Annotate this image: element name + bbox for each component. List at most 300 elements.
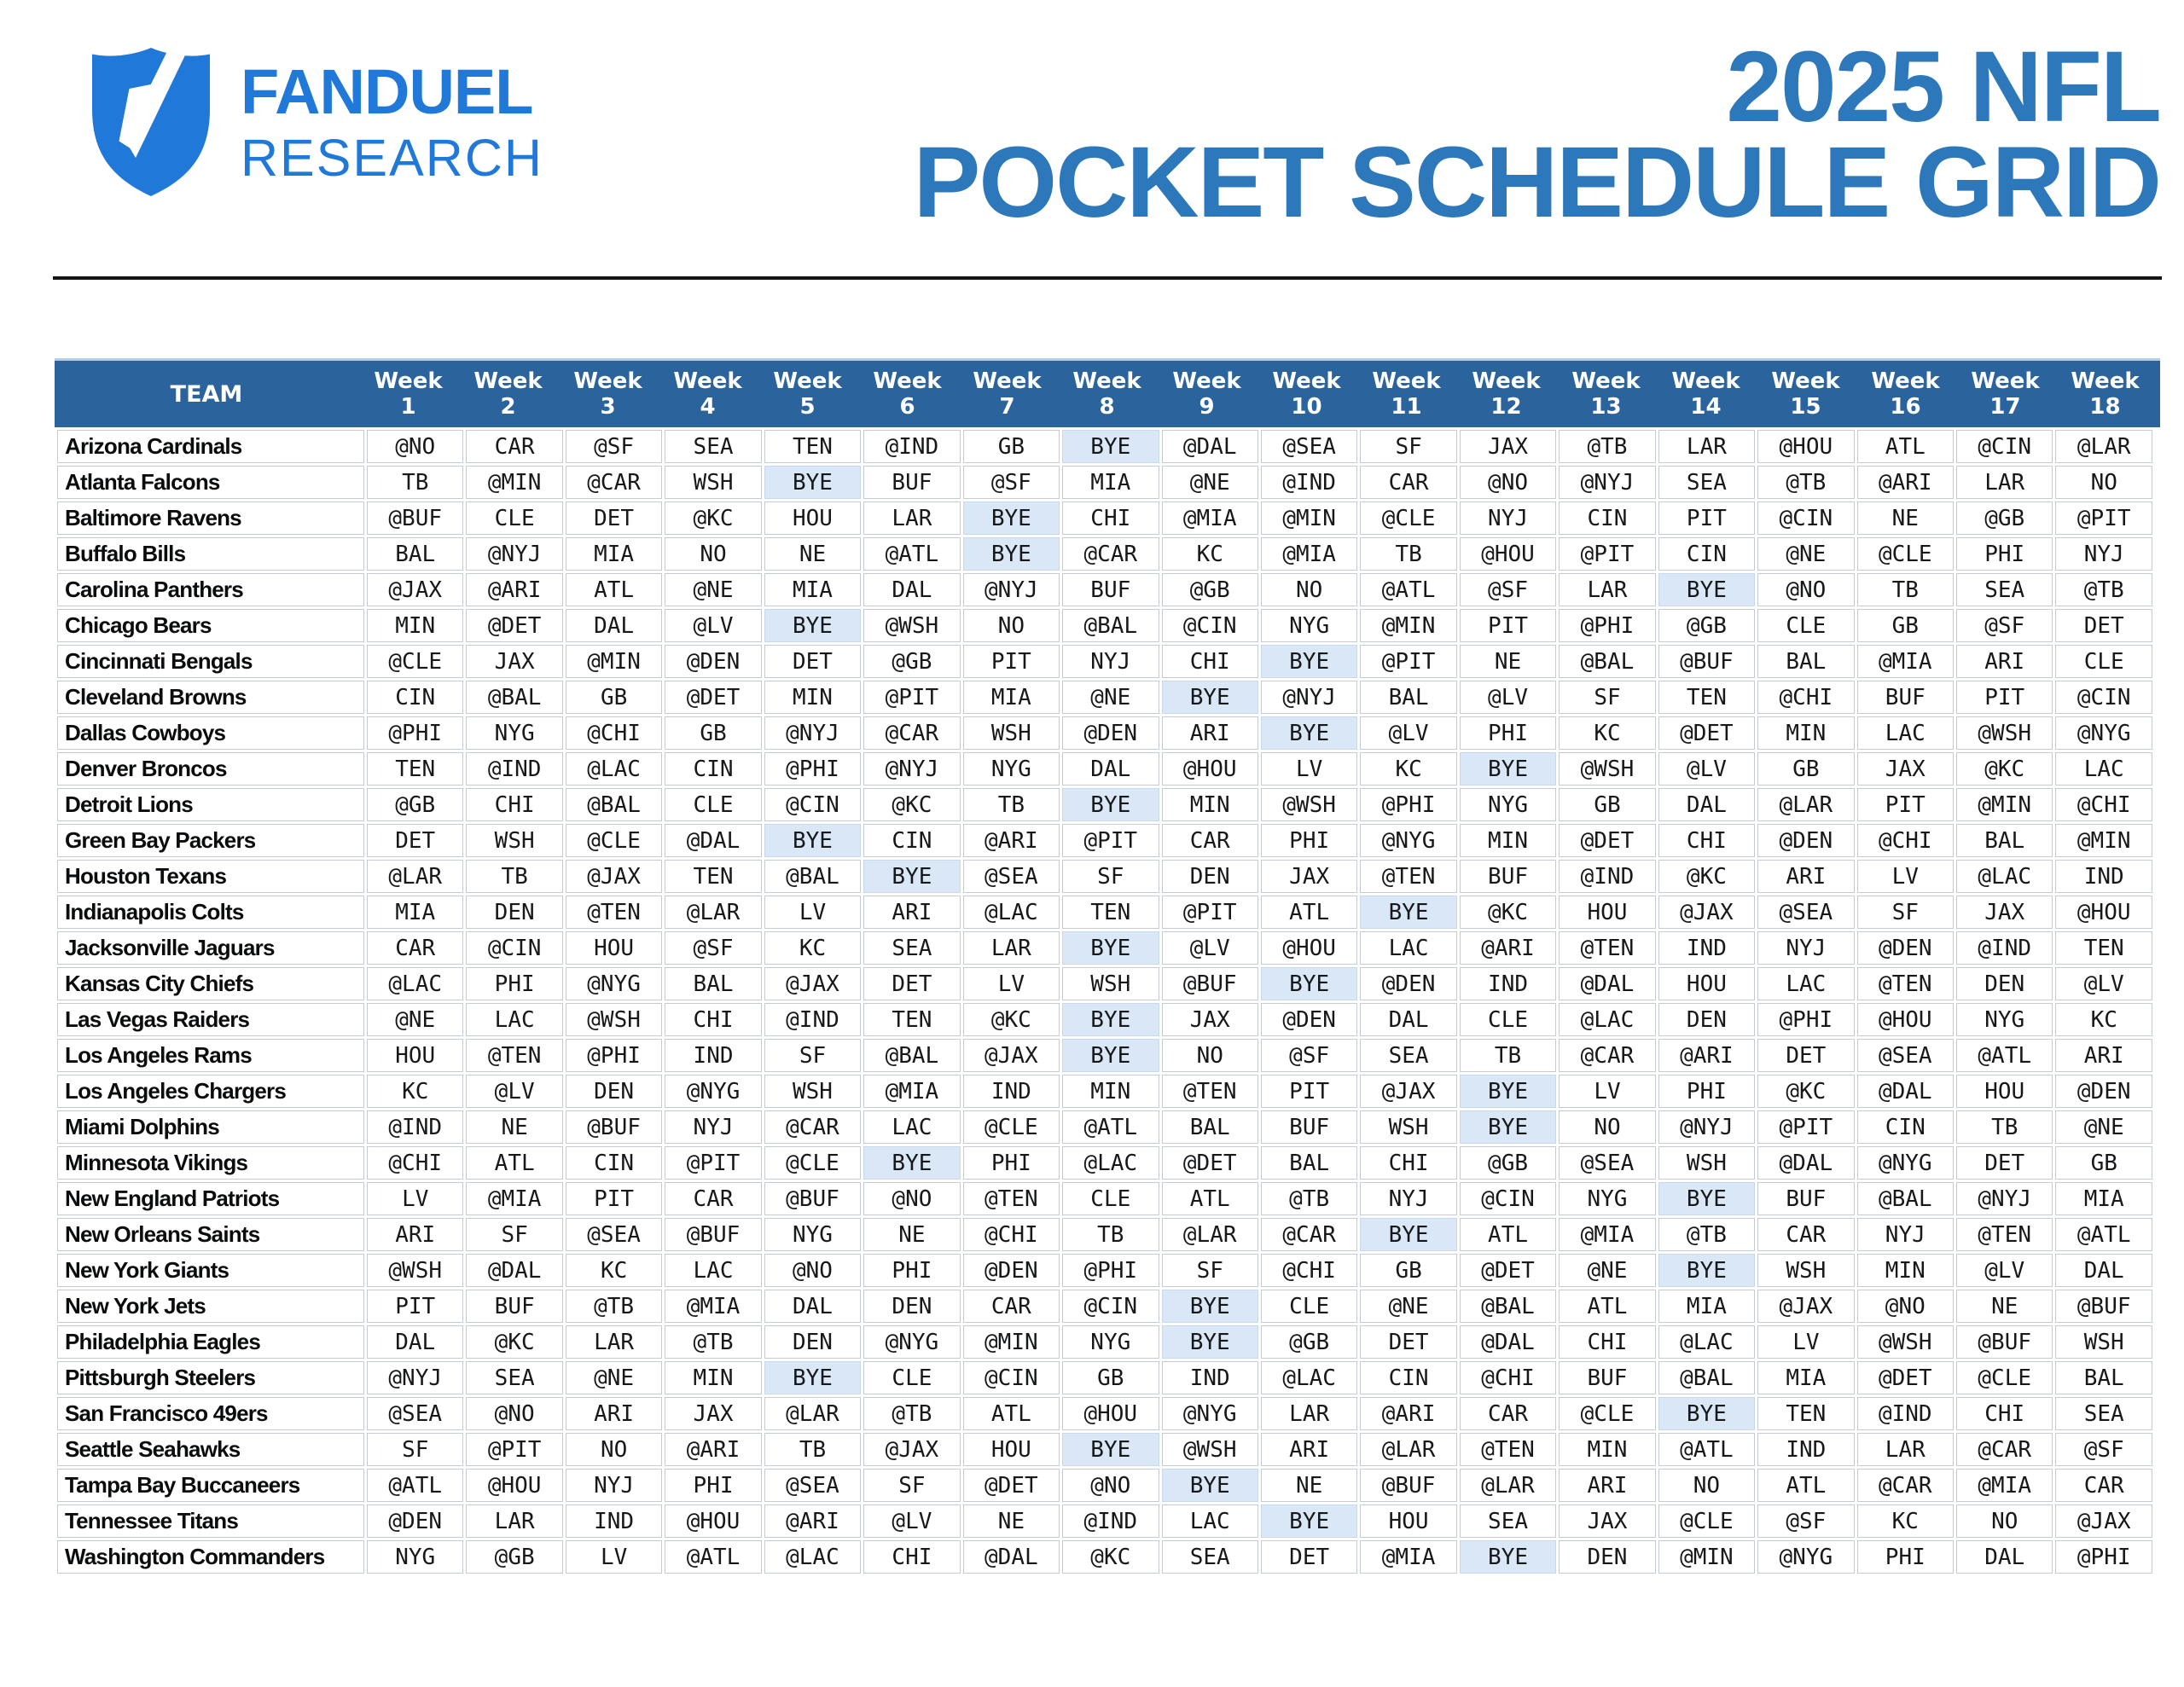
matchup-cell: @BAL	[1658, 1361, 1755, 1394]
matchup-cell: @NYG	[665, 1075, 761, 1108]
matchup-cell: @CHI	[963, 1218, 1060, 1251]
matchup-cell: JAX	[1857, 752, 1954, 786]
matchup-cell: JAX	[1162, 1003, 1258, 1036]
matchup-cell: SEA	[1360, 1039, 1456, 1072]
team-name-cell: Arizona Cardinals	[57, 430, 364, 463]
matchup-cell: NYJ	[1757, 931, 1854, 965]
team-name-cell: San Francisco 49ers	[57, 1397, 364, 1430]
matchup-cell: CIN	[1559, 501, 1655, 535]
team-row	[57, 1182, 2152, 1215]
matchup-cell: IND	[1658, 931, 1755, 965]
matchup-cell: NYJ	[665, 1110, 761, 1144]
matchup-cell: @BUF	[1360, 1469, 1456, 1502]
matchup-cell: MIN	[1857, 1254, 1954, 1287]
matchup-cell: @NE	[367, 1003, 463, 1036]
matchup-cell: SF	[1857, 896, 1954, 929]
fanduel-shield-icon	[87, 44, 215, 200]
matchup-cell: @DAL	[1857, 1075, 1954, 1108]
matchup-cell: @NYG	[863, 1325, 960, 1359]
team-row	[57, 466, 2152, 499]
matchup-cell: @SEA	[1757, 896, 1854, 929]
matchup-cell: SEA	[1162, 1540, 1258, 1574]
matchup-cell: @MIA	[1261, 537, 1357, 571]
matchup-cell: @DET	[1658, 716, 1755, 750]
matchup-cell: @TB	[665, 1325, 761, 1359]
matchup-cell: SF	[466, 1218, 562, 1251]
matchup-cell: @CHI	[2055, 788, 2152, 821]
matchup-cell: @CIN	[764, 788, 861, 821]
team-name-cell: Jacksonville Jaguars	[57, 931, 364, 965]
matchup-cell: @LV	[863, 1504, 960, 1538]
team-name-cell: Philadelphia Eagles	[57, 1325, 364, 1359]
matchup-cell: LAR	[466, 1504, 562, 1538]
matchup-cell: @KC	[1062, 1540, 1159, 1574]
matchup-cell: ATL	[566, 573, 662, 606]
matchup-cell: @LV	[1360, 716, 1456, 750]
matchup-cell: BUF	[466, 1290, 562, 1323]
matchup-cell: @LAC	[1062, 1146, 1159, 1180]
matchup-cell: TEN	[367, 752, 463, 786]
bye-cell: BYE	[863, 1146, 960, 1180]
matchup-cell: LV	[963, 967, 1060, 1000]
matchup-cell: HOU	[367, 1039, 463, 1072]
matchup-cell: MIN	[1062, 1075, 1159, 1108]
matchup-cell: @PIT	[1559, 537, 1655, 571]
matchup-cell: @ARI	[1460, 931, 1556, 965]
matchup-cell: BAL	[1757, 645, 1854, 678]
matchup-cell: HOU	[1956, 1075, 2053, 1108]
matchup-cell: LV	[566, 1540, 662, 1574]
schedule-table	[55, 427, 2155, 1576]
matchup-cell: @PIT	[1757, 1110, 1854, 1144]
matchup-cell: NYG	[367, 1540, 463, 1574]
matchup-cell: PHI	[1460, 716, 1556, 750]
matchup-cell: CHI	[1162, 645, 1258, 678]
week-16-header: Week 16	[1871, 368, 1940, 420]
matchup-cell: NYJ	[1857, 1218, 1954, 1251]
matchup-cell: CAR	[1162, 824, 1258, 857]
matchup-cell: @CLE	[764, 1146, 861, 1180]
matchup-cell: @NO	[1460, 466, 1556, 499]
bye-cell: BYE	[1062, 1003, 1159, 1036]
matchup-cell: HOU	[566, 931, 662, 965]
matchup-cell: CAR	[466, 430, 562, 463]
team-row	[57, 1540, 2152, 1574]
matchup-cell: LAC	[1360, 931, 1456, 965]
matchup-cell: @TEN	[566, 896, 662, 929]
matchup-cell: TEN	[764, 430, 861, 463]
bye-cell: BYE	[1658, 573, 1755, 606]
matchup-cell: @HOU	[1857, 1003, 1954, 1036]
bye-cell: BYE	[1261, 967, 1357, 1000]
team-name-cell: Kansas City Chiefs	[57, 967, 364, 1000]
matchup-cell: WSH	[1757, 1254, 1854, 1287]
matchup-cell: MIA	[1757, 1361, 1854, 1394]
matchup-cell: DAL	[764, 1290, 861, 1323]
matchup-cell: @NO	[367, 430, 463, 463]
matchup-cell: @PIT	[466, 1433, 562, 1466]
matchup-cell: DET	[2055, 609, 2152, 642]
matchup-cell: @DEN	[1360, 967, 1456, 1000]
matchup-cell: PIT	[367, 1290, 463, 1323]
matchup-cell: @SEA	[367, 1397, 463, 1430]
matchup-cell: LAC	[665, 1254, 761, 1287]
matchup-cell: @TB	[566, 1290, 662, 1323]
matchup-cell: @NYG	[1162, 1397, 1258, 1430]
matchup-cell: LV	[1559, 1075, 1655, 1108]
matchup-cell: @TB	[1559, 430, 1655, 463]
matchup-cell: CIN	[1857, 1110, 1954, 1144]
matchup-cell: @CIN	[1062, 1290, 1159, 1323]
matchup-cell: WSH	[2055, 1325, 2152, 1359]
matchup-cell: CHI	[1062, 501, 1159, 535]
week-18-header: Week 18	[2071, 368, 2140, 420]
matchup-cell: SEA	[665, 430, 761, 463]
matchup-cell: CLE	[863, 1361, 960, 1394]
matchup-cell: @PIT	[665, 1146, 761, 1180]
matchup-cell: PHI	[1658, 1075, 1755, 1108]
week-7-header: Week 7	[973, 368, 1042, 420]
bye-cell: BYE	[1460, 1540, 1556, 1574]
team-name-cell: Los Angeles Chargers	[57, 1075, 364, 1108]
matchup-cell: @SF	[665, 931, 761, 965]
matchup-cell: @CLE	[367, 645, 463, 678]
matchup-cell: @CLE	[963, 1110, 1060, 1144]
matchup-cell: MIN	[764, 681, 861, 714]
matchup-cell: @SF	[566, 430, 662, 463]
matchup-cell: @NE	[1559, 1254, 1655, 1287]
matchup-cell: NYG	[1261, 609, 1357, 642]
matchup-cell: NE	[1460, 645, 1556, 678]
matchup-cell: DET	[1360, 1325, 1456, 1359]
matchup-cell: IND	[566, 1504, 662, 1538]
matchup-cell: @PIT	[863, 681, 960, 714]
matchup-cell: @SF	[2055, 1433, 2152, 1466]
matchup-cell: NO	[963, 609, 1060, 642]
week-9-header: Week 9	[1172, 368, 1241, 420]
team-row	[57, 716, 2152, 750]
matchup-cell: @NO	[466, 1397, 562, 1430]
bye-cell: BYE	[1062, 931, 1159, 965]
team-row	[57, 824, 2152, 857]
matchup-cell: @CIN	[1162, 609, 1258, 642]
matchup-cell: TB	[1956, 1110, 2053, 1144]
matchup-cell: NYJ	[1062, 645, 1159, 678]
matchup-cell: TEN	[1757, 1397, 1854, 1430]
matchup-cell: @NYJ	[466, 537, 562, 571]
matchup-cell: GB	[1062, 1361, 1159, 1394]
matchup-cell: @LAC	[1956, 860, 2053, 893]
matchup-cell: @MIA	[466, 1182, 562, 1215]
matchup-cell: CAR	[1757, 1218, 1854, 1251]
matchup-cell: DAL	[1062, 752, 1159, 786]
matchup-cell: @DEN	[963, 1254, 1060, 1287]
matchup-cell: PHI	[466, 967, 562, 1000]
matchup-cell: @BAL	[466, 681, 562, 714]
matchup-cell: @NYJ	[863, 752, 960, 786]
matchup-cell: BAL	[1360, 681, 1456, 714]
matchup-cell: @MIA	[1162, 501, 1258, 535]
matchup-cell: SF	[1062, 860, 1159, 893]
bye-cell: BYE	[1460, 1110, 1556, 1144]
matchup-cell: @JAX	[1757, 1290, 1854, 1323]
team-name-cell: New Orleans Saints	[57, 1218, 364, 1251]
matchup-cell: LAR	[1857, 1433, 1954, 1466]
matchup-cell: HOU	[764, 501, 861, 535]
matchup-cell: @ARI	[1857, 466, 1954, 499]
matchup-cell: @BUF	[764, 1182, 861, 1215]
team-name-cell: Pittsburgh Steelers	[57, 1361, 364, 1394]
matchup-cell: CHI	[1658, 824, 1755, 857]
matchup-cell: CLE	[466, 501, 562, 535]
matchup-cell: HOU	[963, 1433, 1060, 1466]
brand-fanduel-label: FANDUEL	[241, 55, 533, 127]
matchup-cell: LAC	[466, 1003, 562, 1036]
matchup-cell: @WSH	[1261, 788, 1357, 821]
matchup-cell: @NYJ	[963, 573, 1060, 606]
team-row	[57, 1290, 2152, 1323]
team-row	[57, 501, 2152, 535]
matchup-cell: @BUF	[367, 501, 463, 535]
matchup-cell: CHI	[1956, 1397, 2053, 1430]
team-row	[57, 537, 2152, 571]
matchup-cell: IND	[1460, 967, 1556, 1000]
bye-cell: BYE	[764, 466, 861, 499]
matchup-cell: @HOU	[466, 1469, 562, 1502]
team-row	[57, 1039, 2152, 1072]
matchup-cell: @TB	[863, 1397, 960, 1430]
matchup-cell: ATL	[1559, 1290, 1655, 1323]
matchup-cell: @IND	[863, 430, 960, 463]
matchup-cell: @LV	[1460, 681, 1556, 714]
matchup-cell: MIA	[963, 681, 1060, 714]
team-name-cell: Los Angeles Rams	[57, 1039, 364, 1072]
matchup-cell: @NYJ	[1559, 466, 1655, 499]
page-header	[0, 0, 2184, 240]
matchup-cell: TEN	[2055, 931, 2152, 965]
team-name-cell: Dallas Cowboys	[57, 716, 364, 750]
team-row	[57, 573, 2152, 606]
matchup-cell: WSH	[764, 1075, 861, 1108]
matchup-cell: @LV	[1162, 931, 1258, 965]
matchup-cell: @CHI	[1460, 1361, 1556, 1394]
matchup-cell: NO	[566, 1433, 662, 1466]
matchup-cell: JAX	[1956, 896, 2053, 929]
week-2-header: Week 2	[473, 368, 543, 420]
matchup-cell: BUF	[1857, 681, 1954, 714]
brand-research-label: RESEARCH	[241, 128, 543, 187]
matchup-cell: GB	[566, 681, 662, 714]
matchup-cell: @LV	[1956, 1254, 2053, 1287]
team-row	[57, 1397, 2152, 1430]
bye-cell: BYE	[1360, 1218, 1456, 1251]
team-name-cell: Green Bay Packers	[57, 824, 364, 857]
matchup-cell: @SEA	[566, 1218, 662, 1251]
matchup-cell: @LV	[2055, 967, 2152, 1000]
bye-cell: BYE	[1460, 1075, 1556, 1108]
matchup-cell: SEA	[1956, 573, 2053, 606]
week-17-header: Week 17	[1971, 368, 2040, 420]
matchup-cell: @WSH	[367, 1254, 463, 1287]
matchup-cell: @CLE	[1559, 1397, 1655, 1430]
matchup-cell: @NE	[1062, 681, 1159, 714]
matchup-cell: MIN	[1559, 1433, 1655, 1466]
matchup-cell: @CAR	[566, 466, 662, 499]
matchup-cell: @MIN	[566, 645, 662, 678]
team-row	[57, 967, 2152, 1000]
matchup-cell: @MIN	[963, 1325, 1060, 1359]
matchup-cell: CAR	[665, 1182, 761, 1215]
matchup-cell: @PIT	[2055, 501, 2152, 535]
matchup-cell: SEA	[466, 1361, 562, 1394]
matchup-cell: @WSH	[863, 609, 960, 642]
matchup-cell: NO	[1162, 1039, 1258, 1072]
matchup-cell: @DET	[1857, 1361, 1954, 1394]
matchup-cell: @LAR	[1360, 1433, 1456, 1466]
matchup-cell: MIN	[665, 1361, 761, 1394]
team-row	[57, 860, 2152, 893]
matchup-cell: MIA	[566, 537, 662, 571]
team-row	[57, 931, 2152, 965]
matchup-cell: KC	[1162, 537, 1258, 571]
matchup-cell: CLE	[1261, 1290, 1357, 1323]
matchup-cell: SEA	[1460, 1504, 1556, 1538]
week-5-header: Week 5	[773, 368, 842, 420]
matchup-cell: @DEN	[665, 645, 761, 678]
matchup-cell: @DEN	[1857, 931, 1954, 965]
matchup-cell: @NYJ	[1261, 681, 1357, 714]
matchup-cell: LAR	[963, 931, 1060, 965]
bye-cell: BYE	[1062, 1039, 1159, 1072]
matchup-cell: NYJ	[2055, 537, 2152, 571]
matchup-cell: DAL	[566, 609, 662, 642]
matchup-cell: @ATL	[2055, 1218, 2152, 1251]
matchup-cell: @ARI	[963, 824, 1060, 857]
matchup-cell: @GB	[863, 645, 960, 678]
matchup-cell: SF	[367, 1433, 463, 1466]
matchup-cell: @LAC	[1658, 1325, 1755, 1359]
team-name-cell: Tampa Bay Buccaneers	[57, 1469, 364, 1502]
bye-cell: BYE	[1162, 1469, 1258, 1502]
matchup-cell: BUF	[1559, 1361, 1655, 1394]
bye-cell: BYE	[1658, 1254, 1755, 1287]
matchup-cell: NE	[1857, 501, 1954, 535]
matchup-cell: NYG	[1062, 1325, 1159, 1359]
matchup-cell: @CLE	[1857, 537, 1954, 571]
team-name-cell: New York Jets	[57, 1290, 364, 1323]
matchup-cell: @MIA	[1360, 1540, 1456, 1574]
matchup-cell: @PHI	[764, 752, 861, 786]
matchup-cell: CIN	[1658, 537, 1755, 571]
week-15-header: Week 15	[1771, 368, 1840, 420]
matchup-cell: @DET	[1460, 1254, 1556, 1287]
matchup-cell: @MIN	[1658, 1540, 1755, 1574]
matchup-cell: @SEA	[764, 1469, 861, 1502]
matchup-cell: @NE	[1360, 1290, 1456, 1323]
matchup-cell: @KC	[1460, 896, 1556, 929]
matchup-cell: HOU	[1559, 896, 1655, 929]
team-row	[57, 1003, 2152, 1036]
matchup-cell: KC	[367, 1075, 463, 1108]
team-row	[57, 681, 2152, 714]
matchup-cell: @NO	[764, 1254, 861, 1287]
matchup-cell: @MIA	[863, 1075, 960, 1108]
matchup-cell: MIN	[1460, 824, 1556, 857]
matchup-cell: @GB	[1658, 609, 1755, 642]
matchup-cell: BUF	[1062, 573, 1159, 606]
matchup-cell: BUF	[1261, 1110, 1357, 1144]
matchup-cell: NO	[2055, 466, 2152, 499]
matchup-cell: @DAL	[1162, 430, 1258, 463]
matchup-cell: @SF	[1757, 1504, 1854, 1538]
matchup-cell: LV	[1757, 1325, 1854, 1359]
matchup-cell: CIN	[367, 681, 463, 714]
matchup-cell: @KC	[1757, 1075, 1854, 1108]
matchup-cell: @LV	[466, 1075, 562, 1108]
bye-cell: BYE	[963, 501, 1060, 535]
matchup-cell: CAR	[1460, 1397, 1556, 1430]
matchup-cell: @MIN	[2055, 824, 2152, 857]
matchup-cell: DEN	[863, 1290, 960, 1323]
matchup-cell: @DET	[466, 609, 562, 642]
team-row	[57, 609, 2152, 642]
matchup-cell: @SEA	[1559, 1146, 1655, 1180]
matchup-cell: WSH	[1658, 1146, 1755, 1180]
matchup-cell: @CLE	[1956, 1361, 2053, 1394]
bye-cell: BYE	[764, 824, 861, 857]
matchup-cell: CLE	[665, 788, 761, 821]
matchup-cell: TB	[963, 788, 1060, 821]
matchup-cell: NO	[1658, 1469, 1755, 1502]
matchup-cell: WSH	[665, 466, 761, 499]
matchup-cell: SF	[1559, 681, 1655, 714]
matchup-cell: @ARI	[1360, 1397, 1456, 1430]
bye-cell: BYE	[1062, 430, 1159, 463]
matchup-cell: @DEN	[367, 1504, 463, 1538]
matchup-cell: @DAL	[1460, 1325, 1556, 1359]
matchup-cell: @CHI	[1757, 681, 1854, 714]
matchup-cell: LAC	[1757, 967, 1854, 1000]
matchup-cell: @JAX	[963, 1039, 1060, 1072]
matchup-cell: ARI	[2055, 1039, 2152, 1072]
matchup-cell: DAL	[367, 1325, 463, 1359]
matchup-cell: ATL	[1261, 896, 1357, 929]
matchup-cell: CIN	[665, 752, 761, 786]
matchup-cell: ARI	[1956, 645, 2053, 678]
matchup-cell: DEN	[466, 896, 562, 929]
matchup-cell: NYJ	[566, 1469, 662, 1502]
matchup-cell: @TEN	[963, 1182, 1060, 1215]
matchup-cell: @TEN	[466, 1039, 562, 1072]
matchup-cell: @DAL	[963, 1540, 1060, 1574]
matchup-cell: @PHI	[1062, 1254, 1159, 1287]
matchup-cell: SF	[1162, 1254, 1258, 1287]
matchup-cell: MIA	[367, 896, 463, 929]
team-row	[57, 430, 2152, 463]
matchup-cell: @IND	[1857, 1397, 1954, 1430]
matchup-cell: SEA	[1658, 466, 1755, 499]
matchup-cell: @SEA	[963, 860, 1060, 893]
matchup-cell: @NE	[665, 573, 761, 606]
matchup-cell: WSH	[466, 824, 562, 857]
matchup-cell: SF	[1360, 430, 1456, 463]
week-6-header: Week 6	[873, 368, 942, 420]
matchup-cell: DEN	[1956, 967, 2053, 1000]
team-row	[57, 1433, 2152, 1466]
matchup-cell: @NYJ	[367, 1361, 463, 1394]
matchup-cell: CIN	[566, 1146, 662, 1180]
matchup-cell: @LAR	[1162, 1218, 1258, 1251]
